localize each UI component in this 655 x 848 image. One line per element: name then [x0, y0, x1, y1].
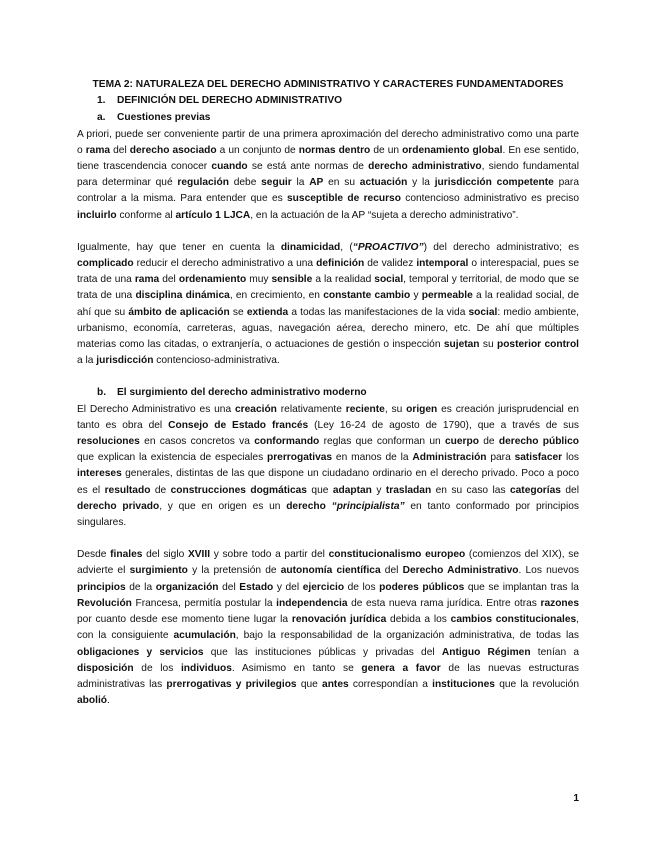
text-run: se está ante normas de	[247, 161, 369, 173]
text-run: derecho administrativo	[368, 161, 482, 173]
text-run: ámbito de aplicación	[128, 306, 230, 318]
text-run: jurisdicción	[96, 355, 154, 367]
text-run: rama	[85, 144, 111, 156]
text-run: adaptan	[332, 484, 372, 496]
text-run: para	[486, 452, 515, 464]
text-run: “PROACTIVO”	[352, 241, 424, 253]
section-heading	[97, 93, 579, 109]
text-run: en su	[323, 177, 360, 189]
text-run: derecho	[286, 500, 326, 512]
subsection-heading-a	[97, 110, 579, 126]
text-run: y la pretensión de	[187, 565, 281, 577]
text-run: en manos de la	[332, 452, 413, 464]
text-run: , bajo la responsabilidad de la organización administrativa, de todas las	[235, 630, 579, 642]
text-run: debe	[228, 177, 262, 189]
subsection-title-b: El surgimiento del derecho administrativo moderno	[117, 387, 367, 399]
text-run: cambios constitucionales	[450, 614, 577, 626]
text-run: autonomía científica	[280, 565, 381, 577]
text-run: y sobre todo a partir del	[210, 549, 329, 561]
text-run: construcciones dogmáticas	[170, 484, 307, 496]
text-run: . Los nuevos	[518, 565, 579, 577]
text-run: Consejo de Estado francés	[168, 419, 309, 431]
text-run: ejercicio	[302, 581, 345, 593]
text-run: origen	[406, 403, 438, 415]
page-content	[77, 77, 579, 709]
text-run: en su caso las	[431, 484, 510, 496]
text-run: (comienzos del XIX), se advierte el	[77, 549, 580, 577]
text-run: , con la consiguiente	[77, 614, 579, 642]
text-run: renovación jurídica	[291, 614, 387, 626]
text-run: intereses	[77, 468, 122, 480]
text-run: de las nuevas estructuras administrativas las	[77, 662, 579, 690]
text-run: genera a favor	[361, 662, 441, 674]
text-run: de los	[133, 662, 181, 674]
text-run: resultado	[104, 484, 151, 496]
text-run: cuando	[211, 161, 248, 173]
text-run: que se implantan tras la	[464, 581, 579, 593]
subsection-letter-b: b.	[97, 387, 107, 399]
text-run: social	[468, 306, 498, 318]
text-run: y	[371, 484, 386, 496]
text-run: de	[150, 484, 171, 496]
text-run: , en la actuación de la AP “sujeta a derecho administrativo”.	[250, 209, 519, 221]
text-run: posterior control	[496, 339, 579, 351]
text-run: artículo 1 LJCA	[175, 209, 251, 221]
text-run: y	[410, 290, 422, 302]
page-title: TEMA 2: NATURALEZA DEL DERECHO ADMINISTRATIVO Y CARACTERES FUNDAMENTADORES	[92, 79, 564, 90]
text-run: Revolución	[77, 597, 132, 609]
text-run: actuación	[359, 177, 408, 189]
page-number: 1	[573, 793, 579, 804]
section-number: 1.	[97, 95, 106, 107]
text-run: . En ese sentido, tiene trascendencia conocer	[77, 144, 580, 173]
text-run: : medio ambiente, urbanismo, economía, carreteras, aguas, navegación aérea, derecho minero, etc. De ahí que múltiples materias como las citadas, o extranjería, o actuaciones de gestión o inspección	[77, 306, 579, 351]
text-run: organización	[155, 581, 219, 593]
text-run: del	[380, 565, 403, 577]
text-run: intemporal	[416, 258, 469, 270]
text-run: debida a los	[386, 614, 451, 626]
text-run: ) del derecho administrativo; es	[423, 241, 579, 253]
text-run: por cuanto desde ese momento tiene lugar la	[77, 614, 292, 626]
text-run: reducir el derecho administrativo a una	[133, 258, 317, 270]
text-run: satisfacer	[514, 452, 563, 464]
text-run: prerrogativas	[266, 452, 333, 464]
text-run: individuos	[180, 662, 232, 674]
text-run: que la revolución	[494, 678, 579, 690]
text-run: del	[110, 144, 130, 156]
text-run: prerrogativas y privilegios	[166, 678, 297, 690]
text-run: definición	[316, 258, 365, 270]
text-run: su	[479, 339, 497, 351]
text-run: Igualmente, hay que tener en cuenta la	[77, 241, 281, 253]
text-run: a la	[77, 355, 97, 367]
text-run: disposición	[77, 662, 134, 674]
text-run: en tanto conformado por principios singulares.	[77, 500, 579, 529]
text-run: de los	[344, 581, 380, 593]
text-run: que	[306, 484, 333, 496]
text-run: conformando	[254, 436, 320, 448]
text-run: disciplina dinámica	[135, 290, 230, 302]
text-run: resoluciones	[77, 436, 140, 448]
text-run: razones	[540, 597, 579, 609]
text-run: acumulación	[173, 630, 236, 642]
text-run: constitucionalismo europeo	[328, 549, 466, 561]
text-run: , y que en origen es un	[159, 500, 287, 512]
text-run: de	[478, 436, 499, 448]
section-title: DEFINICIÓN DEL DERECHO ADMINISTRATIVO	[117, 95, 343, 107]
text-run: , siendo fundamental para determinar qué	[77, 161, 579, 189]
text-run: regulación	[177, 177, 229, 189]
text-run: poderes públicos	[379, 581, 465, 593]
subsection-title-a: Cuestiones previas	[117, 112, 211, 124]
text-run: Administración	[412, 452, 487, 464]
text-run: contencioso administrativo es preciso	[400, 193, 579, 205]
text-run: complicado	[77, 258, 134, 270]
text-run: , en crecimiento, en	[229, 290, 324, 302]
text-run: trasladan	[385, 484, 432, 496]
text-run: Desde	[77, 549, 111, 561]
text-run: relativamente	[276, 403, 346, 415]
text-run: de esta nueva rama jurídica. Entre otras	[347, 597, 541, 609]
text-run: seguir	[261, 177, 292, 189]
subsection-heading-b	[97, 385, 579, 401]
text-run: “principialista”	[331, 500, 405, 512]
text-run: correspondían a	[348, 678, 433, 690]
text-run: categorías	[509, 484, 561, 496]
text-run: principios	[77, 581, 126, 593]
text-run: incluirlo	[77, 209, 117, 221]
text-run: del	[560, 484, 579, 496]
text-run: en casos concretos va	[139, 436, 255, 448]
text-run: se	[229, 306, 247, 318]
paragraph-2	[77, 240, 579, 370]
text-run: extienda	[246, 306, 289, 318]
text-run: ordenamiento global	[402, 144, 503, 156]
text-run: que explican la existencia de especiales	[77, 452, 267, 464]
text-run: derecho privado	[77, 500, 160, 512]
text-run: a la realidad social, de ahí que su	[77, 290, 579, 318]
text-run: jurisdicción competente	[434, 177, 554, 189]
text-run: ordenamiento	[178, 274, 247, 286]
paragraph-1	[77, 127, 579, 224]
text-run: reciente	[345, 403, 385, 415]
text-run: derecho asociado	[129, 144, 217, 156]
text-run: generales, distintas de las que dispone un ciudadano ordinario en el derecho privado. Poco a poco es el	[77, 468, 579, 496]
text-run: XVIII	[187, 549, 211, 561]
text-run: derecho público	[498, 436, 579, 448]
text-run: y la	[407, 177, 435, 189]
text-run: normas dentro	[298, 144, 371, 156]
text-run: sensible	[271, 274, 313, 286]
text-run: conforme al	[116, 209, 176, 221]
text-run: dinamicidad	[280, 241, 341, 253]
text-run: tenían a	[530, 646, 579, 658]
paragraph-4	[77, 547, 579, 709]
text-run: a la realidad	[312, 274, 375, 286]
text-run: constante cambio	[323, 290, 411, 302]
text-run: El Derecho Administrativo es una	[77, 403, 235, 415]
text-run: y del	[273, 581, 303, 593]
text-run: antes	[322, 678, 349, 690]
text-run: AP	[309, 177, 324, 189]
text-run: instituciones	[432, 678, 495, 690]
text-run: Estado	[239, 581, 274, 593]
text-run: los	[562, 452, 579, 464]
text-run: .	[107, 695, 110, 707]
text-run: finales	[110, 549, 143, 561]
text-run: surgimiento	[129, 565, 188, 577]
text-run: de validez	[364, 258, 417, 270]
text-run: Antiguo Régimen	[441, 646, 531, 658]
text-run: abolió	[77, 695, 107, 707]
text-run: que las instituciones públicas y privadas del	[203, 646, 442, 658]
text-run: de la	[125, 581, 156, 593]
text-run: es creación jurisprudencial en tanto es obra del	[77, 403, 579, 431]
text-run: susceptible de recurso	[287, 193, 401, 205]
text-run: Francesa, permitía postular la	[131, 597, 277, 609]
text-run: o interespacial, pues se trata de una	[77, 258, 579, 286]
subsection-letter-a: a.	[97, 112, 106, 124]
text-run: la	[291, 177, 310, 189]
text-run: social	[374, 274, 404, 286]
text-run: de un	[370, 144, 403, 156]
paragraph-3	[77, 402, 579, 532]
text-run: permeable	[421, 290, 473, 302]
text-run: contencioso-administrativa.	[153, 355, 280, 367]
text-run: para controlar a la misma. Para entender que es	[77, 177, 579, 205]
text-run: muy	[246, 274, 272, 286]
text-run: , temporal y territorial, de modo que se trata de una	[77, 274, 579, 302]
text-run: del	[159, 274, 179, 286]
text-run: , su	[384, 403, 407, 415]
text-run: cuerpo	[444, 436, 479, 448]
text-run: del	[218, 581, 240, 593]
text-run: rama	[134, 274, 160, 286]
text-run: del siglo	[142, 549, 188, 561]
text-run: obligaciones y servicios	[77, 646, 204, 658]
text-run: A priori, puede ser conveniente partir de una primera aproximación del derecho administrativo como una parte o	[77, 128, 579, 156]
text-run: creación	[235, 403, 277, 415]
text-run: a un conjunto de	[216, 144, 299, 156]
text-run: que	[296, 678, 323, 690]
text-run: independencia	[276, 597, 348, 609]
text-run: Derecho Administrativo	[402, 565, 519, 577]
text-run: reglas que conforman un	[319, 436, 445, 448]
text-run: sujetan	[443, 339, 480, 351]
text-run: (Ley 16-24 de agosto de 1790), que a través de sus	[308, 419, 579, 431]
text-run: a todas las manifestaciones de la vida	[288, 306, 469, 318]
text-run: . Asimismo en tanto se	[231, 662, 362, 674]
text-run: , (	[340, 241, 353, 253]
